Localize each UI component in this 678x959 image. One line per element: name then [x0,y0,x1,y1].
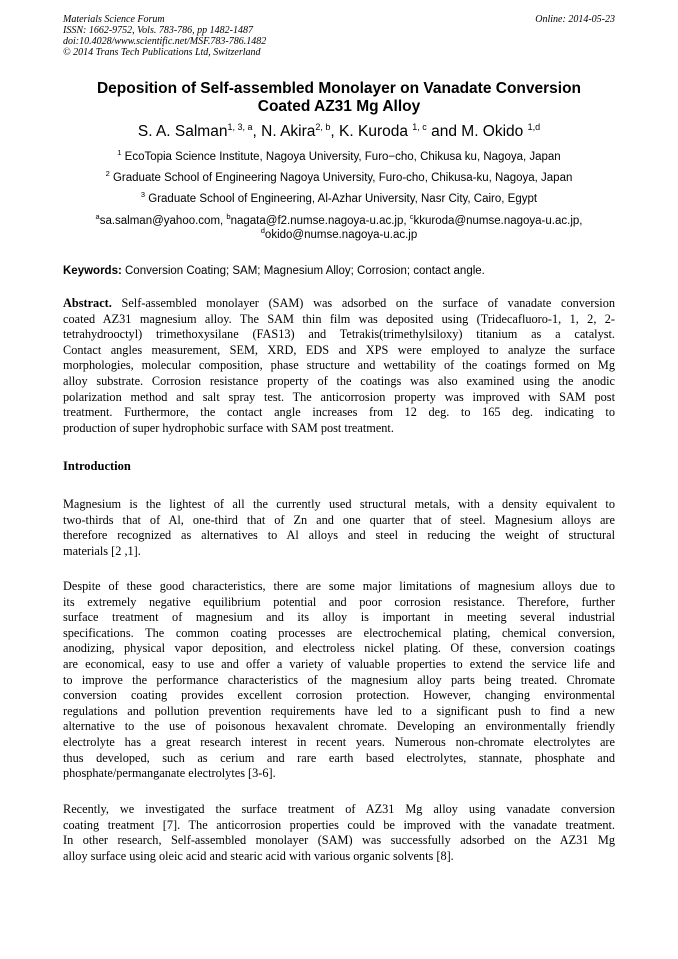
affiliation-text: EcoTopia Science Institute, Nagoya University, Furo−cho, Chikusa ku, Nagoya, Japan [121,151,561,163]
text-line: conversion coating provides excellent corrosion protection. However, changing environmental [63,688,615,703]
paper-title [63,80,615,116]
text-line: polarization method and salt spray test. The anticorrosion property was improved with SAM post [63,389,615,404]
copyright-line: © 2014 Trans Tech Publications Ltd, Switzerland [63,47,261,58]
text-line: surface treatment of magnesium and its alloy is important in meeting several industrial [63,610,615,625]
text-line: materials [2 ,1]. [63,543,141,558]
affiliation-2 [63,171,615,185]
text-line: alloy surface using oleic acid and stearic acid with various organic solvents [8]. [63,848,454,863]
abstract-label: Abstract. [63,296,112,310]
affiliation-1 [63,150,615,164]
text-line: regulations and pollution prevention requirements have led to a significant push to find a new [63,703,615,718]
text-line: Recently, we investigated the surface treatment of AZ31 Mg alloy using vanadate conversion [63,802,615,816]
journal-name: Materials Science Forum [63,14,165,25]
text-line: anodizing, physical vapor deposition, and electroless nickel plating. Of these, conversion coatings [63,641,615,656]
text-line: production of super hydrophobic surface with SAM post treatment. [63,420,394,435]
affiliation-3 [63,192,615,206]
text-line: two-thirds that of Al, one-third that of Zn and one quarter that of steel. Magnesium alloys are [63,512,615,527]
text-line: Contact angles measurement, SEM, XRD, EDS and XPS were employed to analyze the surface [63,342,615,357]
text-line: In other research, Self-assembled monolayer (SAM) was successfully adsorbed on the AZ31 Mg [63,833,615,848]
email-line-1 [63,214,615,228]
text-line: treatment. Furthermore, the contact angle increases from 12 deg. to 165 deg. indicating to [63,405,615,420]
text-line: phosphate/permanganate electrolytes [3-6]. [63,766,276,781]
affiliation-number: 1 [117,148,122,158]
author-4-affil: 1,d [527,121,541,132]
text-line: to improve the performance characteristics of the magnesium alloy parts being treated. Chromate [63,672,615,687]
author-2-affil: 2, b [315,121,331,132]
intro-paragraph-3 [63,802,615,864]
author-list [63,122,615,142]
affiliation-text: Graduate School of Engineering Nagoya University, Furo-cho, Chikusa-ku, Nagoya, Japan [109,172,573,184]
text-line: alternative to the use of poisonous hexavalent chromate. Developing an environmentally friendly [63,719,615,734]
author-separator: , [252,123,262,140]
email-link[interactable]: okido@numse.nagoya-u.ac.jp [264,229,418,241]
keywords-label: Keywords: [63,265,122,277]
text-line: coating treatment [7]. The anticorrosion properties could be improved with the vanadate treatment. [63,817,615,832]
keywords [63,264,615,278]
text-line: tetrahydrooctyl) trimethoxysilane (FAS13) and Tetrakis(trimethylsiloxy) titanium as a catalyst. [63,327,615,342]
text-line: Magnesium is the lightest of all the currently used structural metals, with a density equivalent to [63,497,615,511]
text-line: its extremely negative equilibrium potential and poor corrosion resistance. Therefore, further [63,594,615,609]
keywords-text: Conversion Coating; SAM; Magnesium Alloy; Corrosion; contact angle. [121,265,485,277]
issn-line: ISSN: 1662-9752, Vols. 783-786, pp 1482-1487 [63,25,253,36]
title-line-2: Coated AZ31 Mg Alloy [257,98,421,115]
online-date: Online: 2014-05-23 [535,14,615,25]
text-line: coated AZ31 magnesium alloy. The SAM thin film was deposited using (Tridecafluoro-1, 1, 2, 2- [63,311,615,326]
text-line: specifications. The common coating processes are electrochemical plating, chemical conversion, [63,625,615,640]
text-line: Despite of these good characteristics, there are some major limitations of magnesium alloys due to [63,579,615,593]
author-1-affil: 1, 3, a [227,121,253,132]
journal-header [63,14,615,58]
intro-paragraph-1 [63,497,615,559]
affiliation-text: Graduate School of Engineering, Al-Azhar University, Nasr City, Cairo, Egypt [145,193,538,205]
text-span: Self-assembled monolayer (SAM) was adsorbed on the surface of vanadate conversion [111,296,615,310]
text-line: therefore recognized as alternatives to Al alloys and steel in reducing the weight of structural [63,528,615,543]
author-separator: , [330,123,340,140]
email-line-2 [63,228,615,242]
section-heading-introduction: Introduction [63,459,131,473]
title-line-1: Deposition of Self-assembled Monolayer on Vanadate Conversion [96,80,582,97]
intro-paragraph-2 [63,579,615,782]
email-marker: c [409,212,414,222]
email-link[interactable]: nagata@f2.numse.nagoya-u.ac.jp, [230,215,410,227]
text-line [63,296,615,312]
affiliation-number: 2 [105,169,110,179]
text-line: thus developed, such as cerium and rare earth based electrolytes, stannate, phosphate and [63,750,615,765]
doi-line: doi:10.4028/www.scientific.net/MSF.783-786.1482 [63,36,267,47]
affiliation-number: 3 [140,190,146,200]
text-line: are economical, easy to use and offer a variety of valuable properties to extend the service life and [63,656,615,671]
email-marker: a [95,212,100,222]
author-3: K. Kuroda [339,123,413,140]
author-4: M. Okido [461,123,528,140]
text-line: electrolyte has a great research interest in recent years. Numerous non-chromate electrolytes are [63,734,615,749]
author-2: N. Akira [261,123,316,140]
text-line: alloy substrate. Corrosion resistance property of the coatings was also examined using the anodic [63,373,615,388]
email-link[interactable]: kkuroda@numse.nagoya-u.ac.jp, [413,215,583,227]
author-separator: and [426,123,462,140]
abstract [63,296,615,436]
text-line: morphologies, molecular composition, phase structure and wettability of the coatings formed on Mg [63,358,615,373]
email-marker: b [226,212,231,222]
email-link[interactable]: sa.salman@yahoo.com, [99,215,227,227]
author-3-affil: 1, c [412,121,427,132]
author-1: S. A. Salman [137,123,228,140]
email-marker: d [260,226,265,236]
